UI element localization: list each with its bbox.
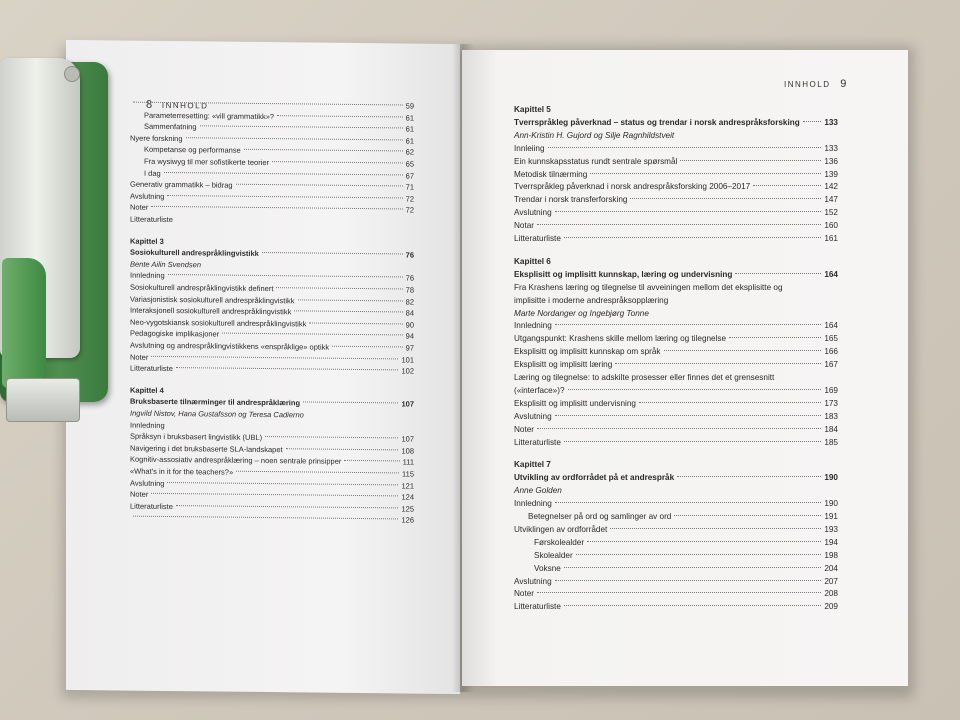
stapler (0, 58, 112, 404)
toc-entry (514, 412, 838, 423)
toc-entry-title: Nyere forskning (130, 133, 183, 143)
toc-entry-page: 76 (405, 250, 414, 260)
toc-entry-page: 90 (405, 320, 414, 330)
toc-leader-dots (294, 311, 402, 313)
toc-entry-title: Voksne (534, 563, 561, 573)
toc-entry-page: 101 (401, 355, 414, 365)
toc-entry (514, 182, 838, 193)
toc-entry-page: 147 (824, 195, 838, 205)
toc-leader-dots (332, 346, 403, 348)
toc-entry-title: Noter (130, 202, 149, 213)
toc-entry-title: Noter (514, 589, 535, 599)
toc-entry (514, 499, 838, 510)
toc-leader-dots (151, 206, 402, 210)
toc-entry (514, 270, 838, 281)
toc-entry (514, 551, 838, 562)
toc-leader-dots (176, 219, 411, 221)
toc-entry-page: 108 (401, 446, 414, 456)
toc-entry-page: 208 (824, 589, 838, 599)
left-page-number: 8 (146, 98, 153, 111)
toc-leader-dots (167, 241, 411, 244)
toc-entry-page: 160 (824, 221, 838, 231)
toc-entry-title: Neo-vygotskiansk sosiokulturell andrespråklingvistikk (130, 317, 307, 329)
toc-leader-dots (555, 324, 822, 325)
toc-entry (514, 386, 838, 397)
toc-entry (514, 425, 838, 436)
toc-entry-page: 124 (401, 492, 414, 502)
toc-entry-page: 97 (405, 343, 414, 353)
toc-entry-page: 107 (401, 399, 414, 409)
toc-entry-title: Metodisk tilnærming (514, 169, 588, 179)
toc-leader-dots (555, 415, 822, 416)
toc-leader-dots (753, 185, 821, 186)
toc-leader-dots (151, 355, 398, 359)
toc-entry (130, 513, 414, 527)
right-page (462, 50, 908, 686)
toc-leader-dots (151, 493, 398, 497)
toc-entry-page: 193 (824, 524, 838, 534)
toc-leader-dots (200, 126, 403, 129)
toc-leader-dots (307, 414, 411, 415)
toc-entry-page: 152 (824, 208, 838, 218)
toc-entry-title: Avslutning (514, 576, 552, 586)
toc-entry-title: Kapittel 6 (514, 256, 551, 266)
toc-entry-title: Noter (514, 424, 535, 434)
toc-entry-title: Innledning (514, 321, 552, 331)
toc-entry-page: 133 (824, 117, 838, 127)
toc-entry-page: 139 (824, 169, 838, 179)
toc-leader-dots (303, 402, 398, 404)
toc-entry-title: Eksplisitt og implisitt kunnskap, læring og undervisning (514, 269, 733, 279)
toc-leader-dots (537, 224, 821, 225)
toc-leader-dots (167, 195, 402, 198)
toc-leader-dots (309, 322, 402, 324)
toc-entry (514, 144, 838, 155)
toc-entry-title: Litteraturliste (514, 602, 561, 612)
toc-entry-page: 161 (824, 234, 838, 243)
toc-entry-title: Ein kunnskapsstatus rundt sentrale spørsmål (514, 156, 678, 166)
toc-entry-title: I dag (144, 168, 161, 178)
toc-leader-dots (664, 350, 822, 351)
toc-entry-title: Eksplisitt og implisitt kunnskap om språk (514, 347, 661, 357)
toc-entry-title: Interaksjonell sosiokulturell andrespråklingvistikk (130, 305, 292, 317)
toc-leader-dots (639, 402, 821, 403)
toc-entry (514, 486, 838, 497)
toc-entry-title: Førskolealder (534, 537, 585, 547)
toc-entry-title: Fra wysiwyg til mer sofistikerte teorier (144, 156, 270, 168)
toc-entry (514, 334, 838, 345)
toc-entry (514, 360, 838, 371)
toc-leader-dots (537, 592, 821, 593)
toc-entry-page: 72 (405, 205, 414, 215)
toc-entry-title: Læring og tilegnelse: to adskilte prosesser eller finnes det et grensesnitt (514, 373, 775, 382)
toc-entry-page: 190 (824, 473, 838, 483)
toc-entry-title: Eksplisitt og implisitt læring (514, 360, 613, 370)
toc-entry-page: 59 (405, 101, 414, 111)
toc-entry (514, 577, 838, 588)
toc-leader-dots (167, 482, 398, 485)
toc-entry (514, 347, 838, 358)
toc-leader-dots (630, 198, 821, 199)
toc-entry-title: Betegnelser på ord og samlinger av ord (528, 512, 672, 521)
toc-entry-page: 84 (405, 308, 414, 318)
toc-entry-title: Variasjonistisk sosiokulturell andrespråklingvistikk (130, 294, 295, 305)
toc-entry-title: Tverrspråkleg påverknad – status og trendar i norsk andrespråksforsking (514, 117, 800, 127)
right-page-header-label: INNHOLD (784, 80, 831, 89)
toc-entry-title: Kompetanse og performanse (144, 145, 241, 156)
toc-entry-page: 166 (824, 347, 838, 357)
right-page-number: 9 (840, 78, 847, 90)
toc-leader-dots (236, 471, 399, 474)
toc-entry (514, 473, 838, 484)
toc-leader-dots (168, 425, 411, 428)
toc-entry-title: Litteraturliste (514, 437, 561, 447)
toc-entry-page: 61 (405, 136, 414, 146)
toc-entry (514, 512, 838, 523)
toc-entry-page: 136 (824, 156, 838, 166)
toc-entry (514, 195, 838, 206)
toc-entry-title: Noter (130, 352, 149, 362)
toc-entry-title: Ann-Kristin H. Gujord og Silje Ragnhildstveit (514, 130, 675, 140)
toc-leader-dots (576, 554, 822, 555)
toc-leader-dots (236, 184, 403, 187)
toc-entry-page: 204 (824, 563, 838, 573)
toc-entry-page: 164 (824, 321, 838, 331)
toc-entry-title: Navigering i det bruksbaserte SLA-landskapet (130, 443, 283, 455)
toc-entry-title: («interface»)? (514, 385, 565, 395)
toc-entry-title: Sosiokulturell andrespråklingvistikk (130, 247, 259, 259)
toc-entry-page: 111 (402, 457, 414, 467)
stapler-arm-grip (2, 258, 46, 388)
toc-entry-title: implisitte i moderne andrespråksopplæring (514, 295, 669, 305)
toc-entry (514, 309, 838, 320)
toc-entry-page: 65 (405, 159, 414, 169)
toc-leader-dots (590, 173, 821, 174)
toc-leader-dots (265, 436, 398, 438)
toc-entry-page: 165 (824, 334, 838, 344)
toc-entry-title: Ingvild Nistov, Hana Gustafsson og Teresa Cadierno (130, 408, 304, 420)
toc-entry-title: Språksyn i bruksbasert lingvistikk (UBL) (130, 431, 263, 443)
toc-entry-title: Eksplisitt og implisitt undervisning (514, 398, 636, 408)
toc-entry-page: 107 (401, 434, 414, 444)
toc-entry (514, 296, 838, 307)
toc-leader-dots (344, 460, 399, 462)
toc-entry-title: Bente Ailin Svendsen (130, 259, 202, 270)
toc-entry-page: 133 (824, 143, 838, 153)
toc-entry-page: 61 (405, 124, 414, 134)
toc-entry-page: 94 (405, 331, 414, 341)
toc-entry (514, 460, 838, 471)
toc-entry (514, 234, 838, 245)
toc-entry-title: Kapittel 5 (514, 105, 551, 114)
toc-leader-dots (176, 505, 399, 508)
toc-entry-page: 198 (824, 550, 838, 560)
toc-entry-title: Innledning (130, 420, 165, 430)
toc-entry (514, 438, 838, 449)
toc-entry-page: 102 (401, 366, 414, 376)
toc-leader-dots (167, 390, 411, 393)
toc-leader-dots (262, 252, 403, 254)
toc-entry-page: 173 (824, 398, 838, 408)
toc-entry-title: Innledning (130, 270, 165, 281)
toc-leader-dots (680, 160, 821, 161)
toc-leader-dots (176, 367, 399, 370)
toc-entry (514, 131, 838, 142)
toc-entry-title: Kapittel 4 (130, 385, 164, 395)
toc-entry-title: Anne Golden (514, 486, 562, 496)
toc-leader-dots (735, 273, 821, 274)
toc-entry-page: 185 (824, 437, 838, 447)
toc-entry-title: Fra Krashens læring og tilegnelse til avveiningen mellom det eksplisitte og (514, 282, 783, 292)
toc-leader-dots (564, 237, 821, 238)
toc-entry-page: 194 (824, 537, 838, 547)
toc-entry (514, 118, 838, 129)
toc-entry (514, 170, 838, 181)
toc-entry-page: 71 (405, 182, 414, 192)
toc-entry-title: Litteraturliste (130, 214, 173, 225)
toc-entry (514, 321, 838, 332)
toc-leader-dots (677, 476, 821, 477)
toc-entry-title: Innleiing (514, 143, 545, 153)
toc-entry-page: 115 (402, 469, 414, 479)
toc-entry-title: Avslutning (130, 478, 165, 488)
toc-entry-title: Kapittel 3 (130, 236, 164, 246)
toc-entry-page: 62 (405, 147, 414, 157)
toc-entry-page: 125 (401, 504, 414, 514)
toc-entry-title: Sammenfatning (144, 121, 197, 132)
toc-entry-page: 142 (824, 182, 838, 192)
toc-leader-dots (186, 137, 403, 140)
toc-leader-dots (168, 274, 403, 277)
toc-leader-dots (548, 147, 822, 148)
toc-entry-title: Kognitiv-assosiativ andrespråklæring – noen sentrale prinsipper (130, 454, 342, 467)
toc-entry-page: 126 (401, 515, 414, 525)
toc-entry-title: Avslutning og andrespråklingvistikkens «enspråklige» optikk (130, 340, 330, 352)
toc-entry (514, 602, 838, 613)
toc-entry-page: 183 (824, 411, 838, 421)
toc-leader-dots (568, 389, 822, 390)
toc-entry (514, 589, 838, 600)
toc-entry-page: 209 (824, 602, 838, 612)
toc-entry-page: 61 (405, 113, 414, 123)
toc-entry-page: 164 (824, 269, 838, 279)
toc-entry-page: 167 (824, 360, 838, 370)
toc-entry-page: 76 (405, 273, 414, 283)
toc-entry (514, 283, 838, 294)
toc-entry (514, 399, 838, 410)
toc-entry (514, 373, 838, 384)
toc-entry-title: Avslutning (130, 191, 165, 201)
toc-entry-title: Avslutning (514, 208, 552, 218)
toc-entry (514, 525, 838, 536)
toc-entry-page: 190 (824, 499, 838, 509)
toc-entry (514, 157, 838, 168)
toc-leader-dots (133, 516, 398, 520)
toc-leader-dots (164, 172, 403, 176)
toc-entry-title: Kapittel 7 (514, 460, 551, 470)
toc-entry-title: Noter (130, 489, 149, 499)
toc-entry (130, 215, 414, 229)
toc-entry-title: Litteraturliste (130, 501, 173, 511)
toc-leader-dots (222, 333, 402, 336)
toc-leader-dots (729, 337, 821, 338)
toc-entry-title: Generativ grammatikk – bidrag (130, 179, 233, 190)
toc-entry-title: Parameterresetting: «vill grammatikk»? (144, 110, 275, 121)
toc-entry-title: Sosiokulturell andrespråklingvistikk definert (130, 282, 274, 294)
toc-leader-dots (537, 428, 821, 429)
toc-entry (514, 221, 838, 232)
toc-entry-title: Pedagogiske implikasjoner (130, 328, 220, 339)
toc-entry-page: 82 (405, 297, 414, 307)
toc-entry-page: 184 (824, 424, 838, 434)
toc-leader-dots (587, 541, 821, 542)
toc-leader-dots (286, 448, 399, 450)
toc-entry-title: Litteraturliste (514, 234, 561, 243)
toc-leader-dots (564, 441, 821, 442)
toc-leader-dots (674, 515, 821, 516)
toc-entry (514, 105, 838, 116)
toc-leader-dots (277, 115, 403, 117)
toc-leader-dots (610, 528, 821, 529)
stapler-plate (6, 378, 80, 422)
toc-entry (514, 257, 838, 268)
toc-entry-title: Trendar i norsk transferforsking (514, 195, 628, 205)
left-page-header-label: INNHOLD (161, 100, 209, 111)
toc-leader-dots (272, 161, 403, 163)
right-page-header (784, 78, 852, 90)
toc-entry (514, 564, 838, 575)
toc-entry-page: 169 (824, 385, 838, 395)
toc-entry (130, 364, 414, 378)
toc-entry (514, 538, 838, 549)
toc-leader-dots (133, 102, 403, 106)
toc-entry-title: «What's in it for the teachers?» (130, 466, 234, 477)
toc-leader-dots (564, 567, 821, 568)
toc-entry-page: 67 (405, 171, 414, 181)
stapler-knob (64, 66, 80, 82)
toc-entry-title: Marte Nordanger og Ingebjørg Tonne (514, 308, 649, 318)
toc-entry (514, 208, 838, 219)
toc-entry-title: Bruksbaserte tilnærminger til andrespråklæring (130, 396, 301, 408)
toc-entry-page: 72 (405, 194, 414, 204)
toc-entry-title: Litteraturliste (130, 363, 173, 374)
toc-leader-dots (276, 287, 402, 289)
toc-entry-page: 121 (401, 481, 414, 491)
toc-leader-dots (615, 363, 821, 364)
toc-entry-page: 207 (824, 576, 838, 586)
toc-leader-dots (298, 299, 403, 301)
toc-leader-dots (204, 264, 411, 266)
toc-leader-dots (803, 121, 822, 122)
toc-entry-page: 78 (405, 285, 414, 295)
toc-entry-title: Innledning (514, 499, 552, 509)
toc-entry-page: 191 (824, 512, 838, 521)
toc-entry-title: Tverrspråkleg påverknad i norsk andrespråksforsking 2006–2017 (514, 182, 751, 192)
toc-leader-dots (244, 149, 403, 152)
toc-entry-title: Utvikling av ordforrådet på et andrespråk (514, 473, 675, 483)
toc-entry-title: Notar (514, 221, 535, 231)
left-page (66, 40, 460, 694)
toc-entry-title: Skolealder (534, 550, 573, 560)
toc-entry-title: Utviklingen av ordforrådet (514, 524, 608, 534)
toc-leader-dots (564, 605, 821, 606)
toc-entry-title: Avslutning (514, 411, 552, 421)
toc-entry-title: Utgangspunkt: Krashens skille mellom læring og tilegnelse (514, 334, 727, 344)
toc-leader-dots (555, 580, 822, 581)
toc-leader-dots (555, 502, 822, 503)
toc-leader-dots (555, 211, 822, 212)
